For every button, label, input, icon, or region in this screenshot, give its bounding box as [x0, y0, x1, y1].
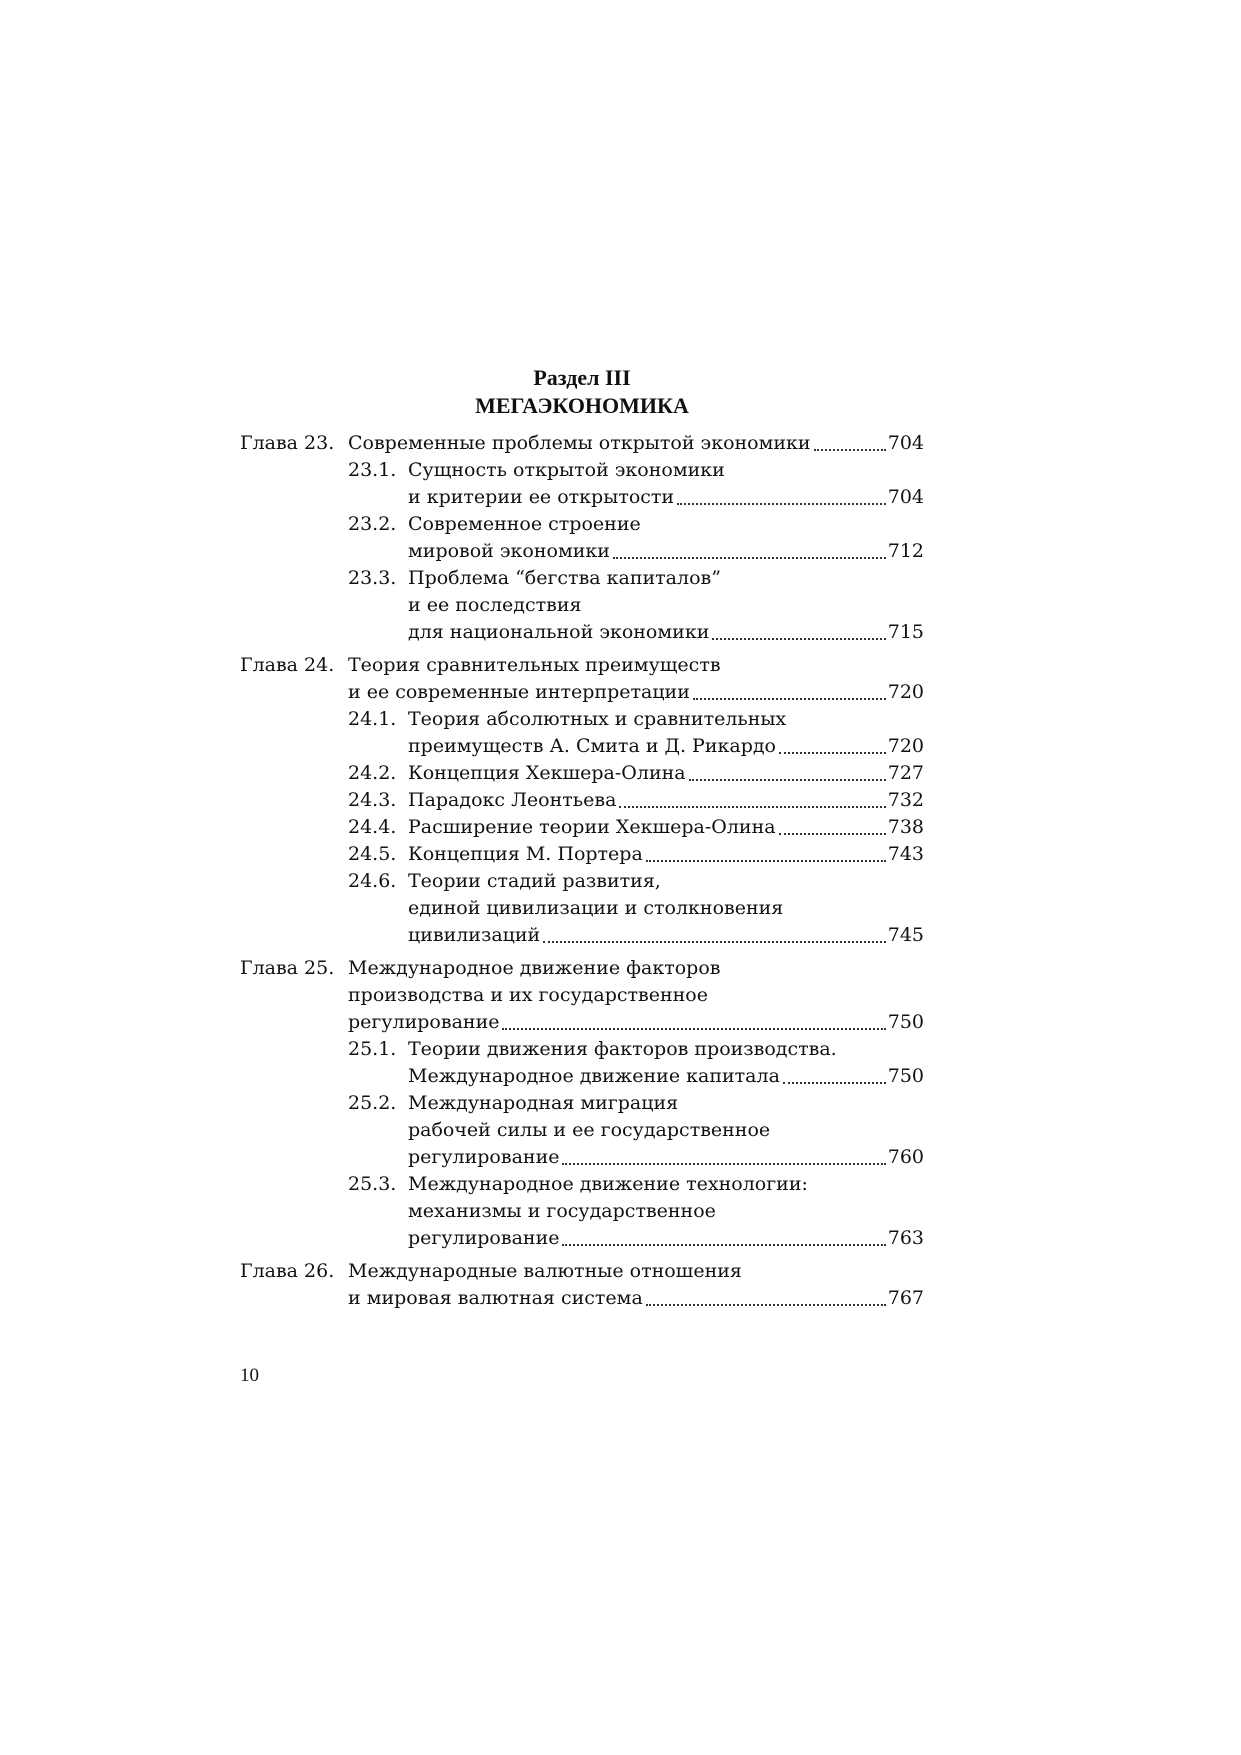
- toc-entry-text: [348, 1285, 924, 1312]
- entry-page-number: 720: [887, 735, 924, 757]
- toc-entry-text: [408, 922, 924, 949]
- toc-entry-text: [348, 1258, 924, 1285]
- toc-entry-text: [408, 484, 924, 511]
- dot-leader: [619, 805, 885, 808]
- section-title: МЕГАЭКОНОМИКА: [475, 393, 689, 418]
- entry-title-text: Международная миграция: [408, 1092, 679, 1114]
- toc-chapter-line: [240, 652, 924, 679]
- entry-title-text: регулирование: [348, 1011, 500, 1033]
- page-number: 10: [240, 1365, 259, 1386]
- toc-chapter-line: [240, 955, 924, 982]
- toc-sub-line: [240, 538, 924, 565]
- section-label: Раздел III: [533, 365, 631, 390]
- toc-chapter: [240, 430, 924, 646]
- entry-page-number: 712: [887, 540, 924, 562]
- entry-page-number: 715: [887, 621, 924, 643]
- toc-entry-text: [408, 565, 924, 592]
- entry-title-text: Теории стадий развития,: [408, 870, 661, 892]
- dot-leader: [646, 1303, 886, 1306]
- entry-page-number: 750: [887, 1011, 924, 1033]
- entry-title-text: Современное строение: [408, 513, 641, 535]
- toc-chapter-line: [240, 1285, 924, 1312]
- toc-entry-text: [408, 457, 924, 484]
- section-heading: [240, 364, 924, 420]
- toc-chapter-line: [240, 1258, 924, 1285]
- subsection-number: 24.1.: [348, 708, 397, 730]
- entry-title-text: Теории движения факторов производства.: [408, 1038, 837, 1060]
- chapter-label: Глава 23.: [240, 432, 335, 454]
- entry-page-number: 763: [887, 1227, 924, 1249]
- toc-sub-line: [240, 895, 924, 922]
- entry-page-number: 720: [887, 681, 924, 703]
- dot-leader: [814, 448, 886, 451]
- toc-entry-text: [348, 430, 924, 457]
- dot-leader: [562, 1162, 885, 1165]
- entry-page-number: 727: [887, 762, 924, 784]
- toc-chapter: [240, 652, 924, 949]
- dot-leader: [693, 697, 886, 700]
- toc-sub-line: [240, 922, 924, 949]
- toc-entry-text: [408, 511, 924, 538]
- toc-sub-line: [240, 1171, 924, 1198]
- toc-sub-line: [240, 1063, 924, 1090]
- entry-title-text: Международное движение факторов: [348, 957, 721, 979]
- toc-entry-text: [408, 1063, 924, 1090]
- entry-title-text: Теория абсолютных и сравнительных: [408, 708, 787, 730]
- entry-title-text: мировой экономики: [408, 540, 610, 562]
- toc-sub-line: [240, 619, 924, 646]
- subsection-number: 24.4.: [348, 816, 397, 838]
- dot-leader: [712, 637, 885, 640]
- toc-entry-text: [408, 1198, 924, 1225]
- toc-entry-text: [348, 1009, 924, 1036]
- subsection-number: 25.1.: [348, 1038, 397, 1060]
- toc-entry-text: [408, 760, 924, 787]
- subsection-number: 23.1.: [348, 459, 397, 481]
- entry-page-number: 767: [887, 1287, 924, 1309]
- toc-entry-text: [408, 814, 924, 841]
- toc-sub-line: [240, 1117, 924, 1144]
- toc-sub-line: [240, 841, 924, 868]
- entry-title-text: Современные проблемы открытой экономики: [348, 432, 811, 454]
- entry-title-text: Международное движение капитала: [408, 1065, 780, 1087]
- toc-entry-text: [408, 1171, 924, 1198]
- entry-title-text: цивилизаций: [408, 924, 541, 946]
- dot-leader: [502, 1027, 885, 1030]
- entry-title-text: регулирование: [408, 1227, 560, 1249]
- entry-title-text: производства и их государственное: [348, 984, 708, 1006]
- subsection-number: 24.2.: [348, 762, 397, 784]
- entry-title-text: и ее последствия: [408, 594, 582, 616]
- toc-chapter-line: [240, 1009, 924, 1036]
- entry-page-number: 732: [887, 789, 924, 811]
- toc-sub-line: [240, 1225, 924, 1252]
- toc-entry-text: [408, 1144, 924, 1171]
- entry-title-text: Концепция М. Портера: [408, 843, 643, 865]
- toc-sub-line: [240, 1198, 924, 1225]
- toc-entry-text: [408, 1090, 924, 1117]
- dot-leader: [779, 832, 886, 835]
- toc-sub-line: [240, 511, 924, 538]
- entry-title-text: и ее современные интерпретации: [348, 681, 690, 703]
- toc-sub-line: [240, 1090, 924, 1117]
- entry-title-text: Международные валютные отношения: [348, 1260, 742, 1282]
- toc-entry-text: [408, 841, 924, 868]
- entry-title-text: Расширение теории Хекшера-Олина: [408, 816, 776, 838]
- dot-leader: [689, 778, 886, 781]
- entry-title-text: Сущность открытой экономики: [408, 459, 725, 481]
- entry-title-text: и критерии ее открытости: [408, 486, 675, 508]
- toc-entry-text: [408, 592, 924, 619]
- entry-title-text: Теория сравнительных преимуществ: [348, 654, 721, 676]
- entry-title-text: и мировая валютная система: [348, 1287, 643, 1309]
- entry-title-text: Концепция Хекшера-Олина: [408, 762, 686, 784]
- toc-chapter-line: [240, 679, 924, 706]
- toc-entry-text: [408, 619, 924, 646]
- entry-page-number: 750: [887, 1065, 924, 1087]
- toc-entry-text: [348, 982, 924, 1009]
- toc-sub-line: [240, 592, 924, 619]
- entry-page-number: 704: [887, 432, 924, 454]
- toc-entry-text: [408, 733, 924, 760]
- entry-title-text: регулирование: [408, 1146, 560, 1168]
- toc-entry-text: [408, 787, 924, 814]
- table-of-contents: [240, 430, 924, 1312]
- toc-chapter: [240, 1258, 924, 1312]
- chapter-label: Глава 26.: [240, 1260, 335, 1282]
- toc-sub-line: [240, 733, 924, 760]
- dot-leader: [562, 1243, 885, 1246]
- toc-entry-text: [348, 955, 924, 982]
- toc-sub-line: [240, 787, 924, 814]
- entry-page-number: 704: [887, 486, 924, 508]
- toc-entry-text: [408, 1117, 924, 1144]
- subsection-number: 23.2.: [348, 513, 397, 535]
- toc-sub-line: [240, 1036, 924, 1063]
- toc-entry-text: [408, 706, 924, 733]
- toc-entry-text: [408, 1036, 924, 1063]
- dot-leader: [613, 556, 886, 559]
- entry-title-text: Парадокс Леонтьева: [408, 789, 617, 811]
- subsection-number: 25.3.: [348, 1173, 397, 1195]
- toc-sub-line: [240, 457, 924, 484]
- entry-title-text: Проблема “бегства капиталов”: [408, 567, 721, 589]
- dot-leader: [779, 751, 886, 754]
- entry-page-number: 745: [887, 924, 924, 946]
- toc-entry-text: [408, 1225, 924, 1252]
- toc-entry-text: [408, 538, 924, 565]
- entry-title-text: Международное движение технологии:: [408, 1173, 808, 1195]
- dot-leader: [677, 502, 886, 505]
- entry-title-text: для национальной экономики: [408, 621, 710, 643]
- toc-sub-line: [240, 484, 924, 511]
- dot-leader: [783, 1081, 886, 1084]
- toc-sub-line: [240, 565, 924, 592]
- toc-chapter-line: [240, 982, 924, 1009]
- subsection-number: 25.2.: [348, 1092, 397, 1114]
- entry-title-text: преимуществ А. Смита и Д. Рикардо: [408, 735, 776, 757]
- chapter-label: Глава 25.: [240, 957, 335, 979]
- entry-page-number: 738: [887, 816, 924, 838]
- entry-title-text: механизмы и государственное: [408, 1200, 716, 1222]
- toc-sub-line: [240, 760, 924, 787]
- subsection-number: 24.3.: [348, 789, 397, 811]
- subsection-number: 24.5.: [348, 843, 397, 865]
- toc-entry-text: [408, 895, 924, 922]
- toc-sub-line: [240, 814, 924, 841]
- subsection-number: 24.6.: [348, 870, 397, 892]
- toc-chapter-line: [240, 430, 924, 457]
- subsection-number: 23.3.: [348, 567, 397, 589]
- toc-sub-line: [240, 1144, 924, 1171]
- toc-entry-text: [408, 868, 924, 895]
- toc-entry-text: [348, 679, 924, 706]
- entry-page-number: 760: [887, 1146, 924, 1168]
- chapter-label: Глава 24.: [240, 654, 335, 676]
- dot-leader: [543, 940, 886, 943]
- toc-chapter: [240, 955, 924, 1252]
- entry-title-text: рабочей силы и ее государственное: [408, 1119, 771, 1141]
- toc-sub-line: [240, 706, 924, 733]
- toc-sub-line: [240, 868, 924, 895]
- entry-page-number: 743: [887, 843, 924, 865]
- toc-entry-text: [348, 652, 924, 679]
- entry-title-text: единой цивилизации и столкновения: [408, 897, 784, 919]
- dot-leader: [646, 859, 886, 862]
